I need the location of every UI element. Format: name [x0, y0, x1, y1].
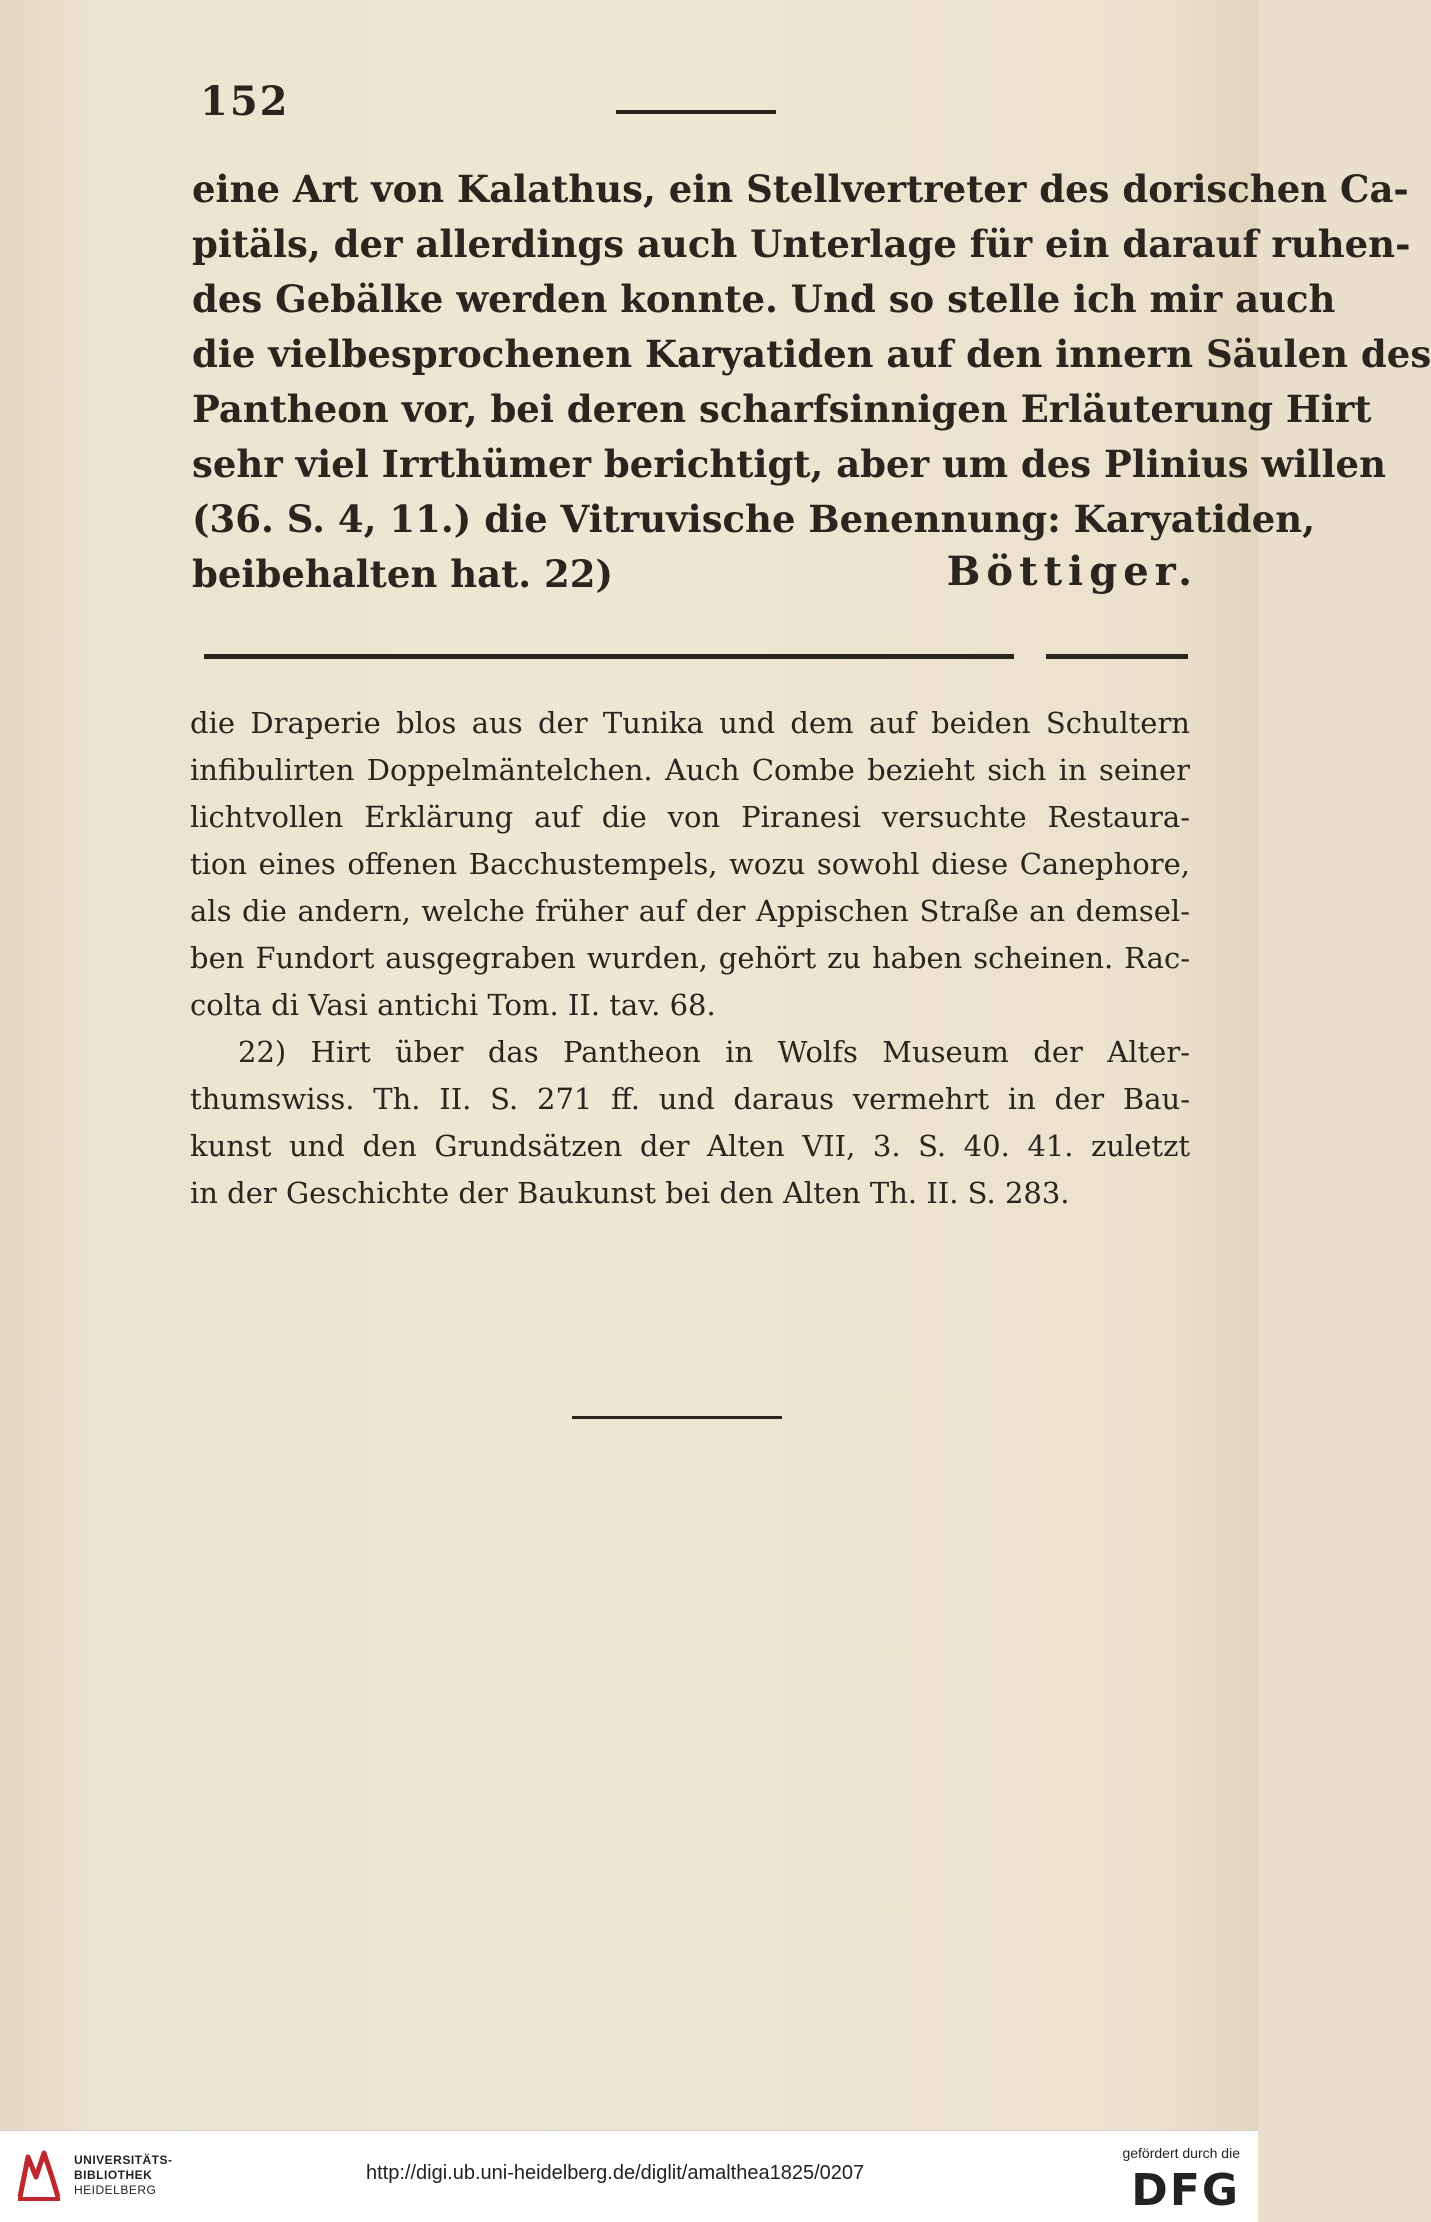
footnote-line: kunst und den Grundsätzen der Alten VII, 3. S. 40. 41. zuletzt [190, 1129, 1190, 1163]
main-text-block [192, 162, 1431, 602]
footnote-line: tion eines offenen Bacchustempels, wozu sowohl diese Canephore, [190, 847, 1190, 881]
end-rule [572, 1416, 782, 1419]
footnotes-block [190, 700, 1190, 1217]
footnote-line: als die andern, welche früher auf der Appischen Straße an demsel- [190, 894, 1190, 928]
footnote-22-line: 22) Hirt über das Pantheon in Wolfs Museum der Alter- [238, 1035, 1190, 1069]
main-text-line: Pantheon vor, bei deren scharfsinnigen Erläuterung Hirt [192, 387, 1372, 431]
library-name [74, 2153, 173, 2198]
main-text-line: die vielbesprochenen Karyatiden auf den innern Säulen des [192, 332, 1431, 376]
footnote-line: die Draperie blos aus der Tunika und dem auf beiden Schultern [190, 706, 1190, 740]
funding-caption: gefördert durch die [1122, 2145, 1240, 2161]
footnote-line: in der Geschichte der Baukunst bei den Alten Th. II. S. 283. [190, 1176, 1070, 1210]
permalink-url[interactable]: http://digi.ub.uni-heidelberg.de/diglit/amalthea1825/0207 [366, 2162, 865, 2184]
library-name-line1: UNIVERSITÄTS- [74, 2153, 173, 2167]
main-text-line: des Gebälke werden konnte. Und so stelle ich mir auch [192, 277, 1336, 321]
main-text-line: pitäls, der allerdings auch Unterlage für ein darauf ruhen- [192, 222, 1411, 266]
header-rule [616, 110, 776, 114]
main-text-line: (36. S. 4, 11.) die Vitruvische Benennung: Karyatiden, [192, 497, 1316, 541]
author-signature: Böttiger. [946, 548, 1198, 595]
main-text-line: beibehalten hat. 22) [192, 552, 613, 596]
dfg-logo: DFG [1131, 2165, 1240, 2216]
footer-bar [0, 2130, 1258, 2222]
library-name-line2: BIBLIOTHEK [74, 2168, 153, 2182]
main-text-line: sehr viel Irrthümer berichtigt, aber um des Plinius willen [192, 442, 1386, 486]
university-library-logo-icon [14, 2147, 64, 2203]
footnote-separator [204, 654, 1014, 659]
footnote-separator-short [1046, 654, 1188, 659]
page-number: 152 [200, 78, 290, 125]
footnote-line: infibulirten Doppelmäntelchen. Auch Combe bezieht sich in seiner [190, 753, 1190, 787]
footnote-line: lichtvollen Erklärung auf die von Piranesi versuchte Restaura- [190, 800, 1190, 834]
main-text-line: eine Art von Kalathus, ein Stellvertreter des dorischen Ca- [192, 167, 1409, 211]
footnote-line: colta di Vasi antichi Tom. II. tav. 68. [190, 988, 716, 1022]
footnote-line: thumswiss. Th. II. S. 271 ff. und daraus vermehrt in der Bau- [190, 1082, 1190, 1116]
footnote-line: ben Fundort ausgegraben wurden, gehört zu haben scheinen. Rac- [190, 941, 1190, 975]
library-name-line3: HEIDELBERG [74, 2183, 157, 2197]
